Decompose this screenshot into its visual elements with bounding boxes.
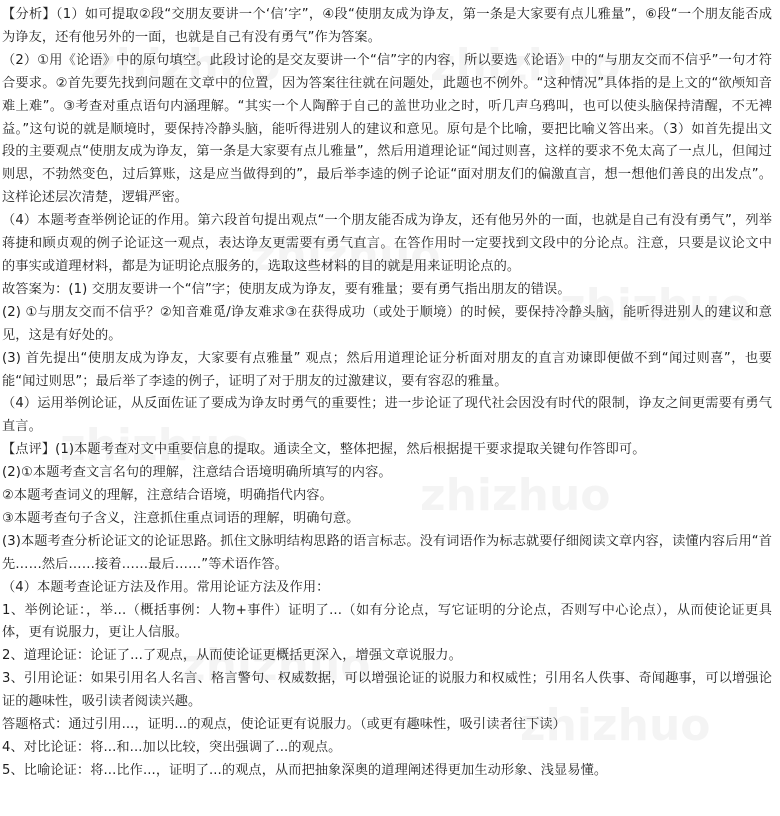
comment-paragraph: (3)本题考查分析论证文的论证思路。抓住文脉明结构思路的语言标志。没有词语作为标志就要仔细阅读文章内容，读懂内容后用“首先……然后……接着……最后……”等术语作答。	[2, 533, 773, 572]
method-item: 3、引用论证：如果引用名人名言、格言警句、权威数据，可以增强论证的说服力和权威性；引用名人佚事、奇闻趣事，可以增强论证的趣味性，吸引读者阅读兴趣。	[2, 671, 772, 710]
comment-paragraph: (2)①本题考查文言名句的理解，注意结合语境明确所填写的内容。	[2, 465, 392, 481]
comment-paragraph: （4）本题考查论证方法及作用。常用论证方法及作用：	[2, 579, 330, 595]
answer-format: 答题格式：通过引用...，证明...的观点，使论证更有说服力。（或更有趣味性，吸引读者往下读）	[2, 717, 566, 733]
comment-paragraph: 【点评】(1)本题考查对文中重要信息的提取。通读全文，整体把握，然后根据提干要求提取关键句作答即可。	[2, 442, 646, 458]
method-item: 4、对比论证：将...和...加以比较，突出强调了...的观点。	[2, 740, 342, 755]
method-item: 5、比喻论证：将...比作...，证明了...的观点，从而把抽象深奥的道理阐述得更加生动形象、浅显易懂。	[2, 762, 608, 778]
method-item: 2、道理论证：论证了...了观点，从而使论证更概括更深入，增强文章说服力。	[2, 648, 462, 664]
comment-paragraph: ②本题考查词义的理解，注意结合语境，明确指代内容。	[2, 488, 333, 504]
analysis-paragraph: （2）①用《论语》中的原句填空。此段讨论的是交友要讲一个“信”字的内容，所以要选《论语》中的“与朋友交而不信乎”一句才符合要求。②首先要先找到问题在文章中的位置，因为答案往往就在问题处，此题也不例外。“这种情况”具体指的是上文的“欲颅知音难上难”。③考查对重点语句内涵理解。“其实一个人陶醉于自己的盖世功业之时，听几声乌鸦叫，也可以使头脑保持清醒，不无裨益。”这句说的就是顺境时，要保持冷静头脑，能听得进别人的建议和意见。原句是个比喻，要把比喻义答出来。（3）如首先提出文段的主要观点“使朋友成为诤友，第一条是大家要有点儿雅量”，然后用道理论证“闻过则喜，这样的要求不免太高了一点儿，但闻过则思，不勃然变色，过后算账，这是应当做得到的”，最后举李逵的例子论证“面对朋友们的偏激直言，想一想他们善良的出发点”。这样论述层次清楚，逻辑严密。	[2, 52, 772, 206]
answer-paragraph: (3) 首先提出“使朋友成为诤友，大家要有点雅量” 观点；然后用道理论证分析面对朋友的直言劝谏即便做不到“闻过则喜”，也要能“闻过则思”；最后举了李逵的例子，证明了对于朋友的过激建议，要有容忍的雅量。	[2, 350, 772, 389]
analysis-paragraph: （4）本题考查举例论证的作用。第六段首句提出观点“一个朋友能否成为诤友，还有他另外的一面，也就是自己有没有勇气”，列举蒋捷和顾贞观的例子论证这一观点，表达诤友更需要有勇气直言。在答作用时一定要找到文段中的分论点。注意，只要是议论文中的事实或道理材料，都是为证明论点服务的，选取这些材料的目的就是用来证明论点的。	[2, 213, 772, 274]
answer-paragraph: (2) ①与朋友交而不信乎？②知音难觅/诤友难求③在获得成功（或处于顺境）的时候，要保持冷静头脑，能听得进别人的建议和意见，这是有好处的。	[2, 304, 772, 343]
comment-paragraph: ③本题考查句子含义，注意抓住重点词语的理解，明确句意。	[2, 510, 360, 526]
answer-paragraph: （4）运用举例论证，从反面佐证了要成为诤友时勇气的重要性；进一步论证了现代社会因没有时代的限制，诤友之间更需要有勇气直言。	[2, 396, 772, 435]
analysis-paragraph: 【分析】（1）如可提取②段“交朋友要讲一个‘信’字”，④段“使朋友成为诤友，第一条是大家要有点儿雅量”，⑥段“一个朋友能否成为诤友，还有他另外的一面，也就是自己有没有勇气”作为答案。	[2, 7, 772, 45]
answer-paragraph: 故答案为：(1) 交朋友要讲一个“信”字；使朋友成为诤友，要有雅量；要有勇气指出朋友的错误。	[2, 281, 571, 297]
method-item: 1、举例论证：，举...（概括事例：人物+事件）证明了...（如有分论点，写它证明的分论点，否则写中心论点），从而使论证更具体，更有说服力，更让人信服。	[2, 602, 772, 641]
